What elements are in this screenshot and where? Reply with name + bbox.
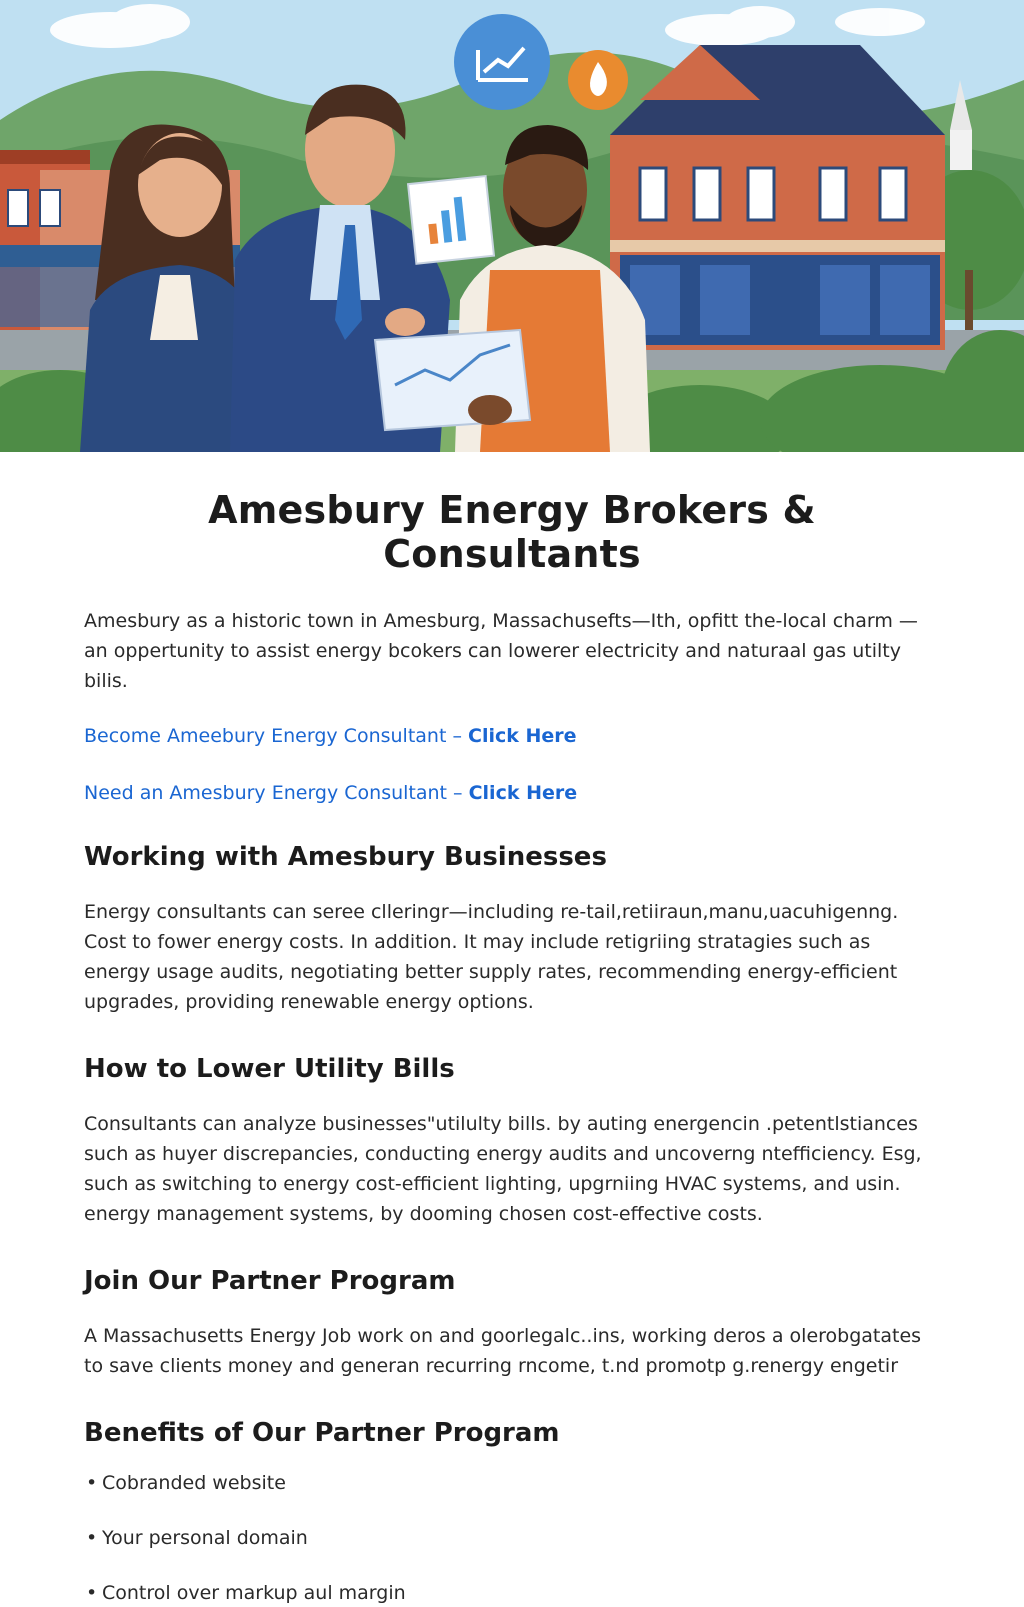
intro-paragraph: Amesbury as a historic town in Amesburg, Massachusefts—Ith, opfitt the-local charm — an oppertunity to assist energy bcokers can lowerer electricity and naturaal gas utilty bilis. (84, 610, 918, 692)
section-heading-lower-bills: How to Lower Utility Bills (84, 1054, 455, 1084)
become-consultant-link-text: Become Ameebury Energy Consultant – (84, 725, 468, 747)
list-item: • Your personal domain (84, 1524, 940, 1552)
section-heading-working: Working with Amesbury Businesses (84, 842, 607, 872)
section-heading-join: Join Our Partner Program (84, 1266, 456, 1296)
flame-icon (568, 50, 628, 110)
page-title: Amesbury Energy Brokers & Consultants (208, 488, 816, 576)
benefits-list (84, 1469, 940, 1607)
section-heading-benefits: Benefits of Our Partner Program (84, 1418, 560, 1448)
need-consultant-link[interactable] (84, 779, 940, 807)
become-consultant-click-here[interactable]: Click Here (468, 725, 577, 747)
need-consultant-link-text: Need an Amesbury Energy Consultant – (84, 782, 469, 804)
list-item: • Control over markup aul margin (84, 1579, 940, 1607)
section-body-working: Energy consultants can seree clleringr—including re-tail,retiiraun,manu,uacuhigenng. Cost to fower energy costs. In addition. It may include retigriing stratagies such as energy usage audits, negotiating better supply rates, recommending energy-efficient upgrades, providing renewable energy options. (84, 901, 899, 1013)
section-body-lower-bills: Consultants can analyze businesses"utilulty bills. by auting energencin .petentlstiances such as huyer discrepancies, conducting energy audits and uncoverng ntefficiency. Esg, such as switching to energy cost-efficient lighting, upgrniing HVAC systems, and usin. energy management systems, by dooming chosen cost-effective costs. (84, 1113, 922, 1225)
need-consultant-click-here[interactable]: Click Here (468, 782, 578, 804)
main-content (0, 488, 1024, 1607)
become-consultant-link[interactable] (84, 722, 940, 750)
list-item: • Cobranded website (84, 1469, 940, 1497)
section-body-join: A Massachusetts Energy Job work on and goorlegalc..ins, working deros a olerobgatates to save clients money and generan recurring rncome, t.nd promotp g.renergy engetir (84, 1325, 922, 1377)
hero-illustration (0, 0, 1024, 452)
trend-chart-icon (454, 14, 550, 110)
